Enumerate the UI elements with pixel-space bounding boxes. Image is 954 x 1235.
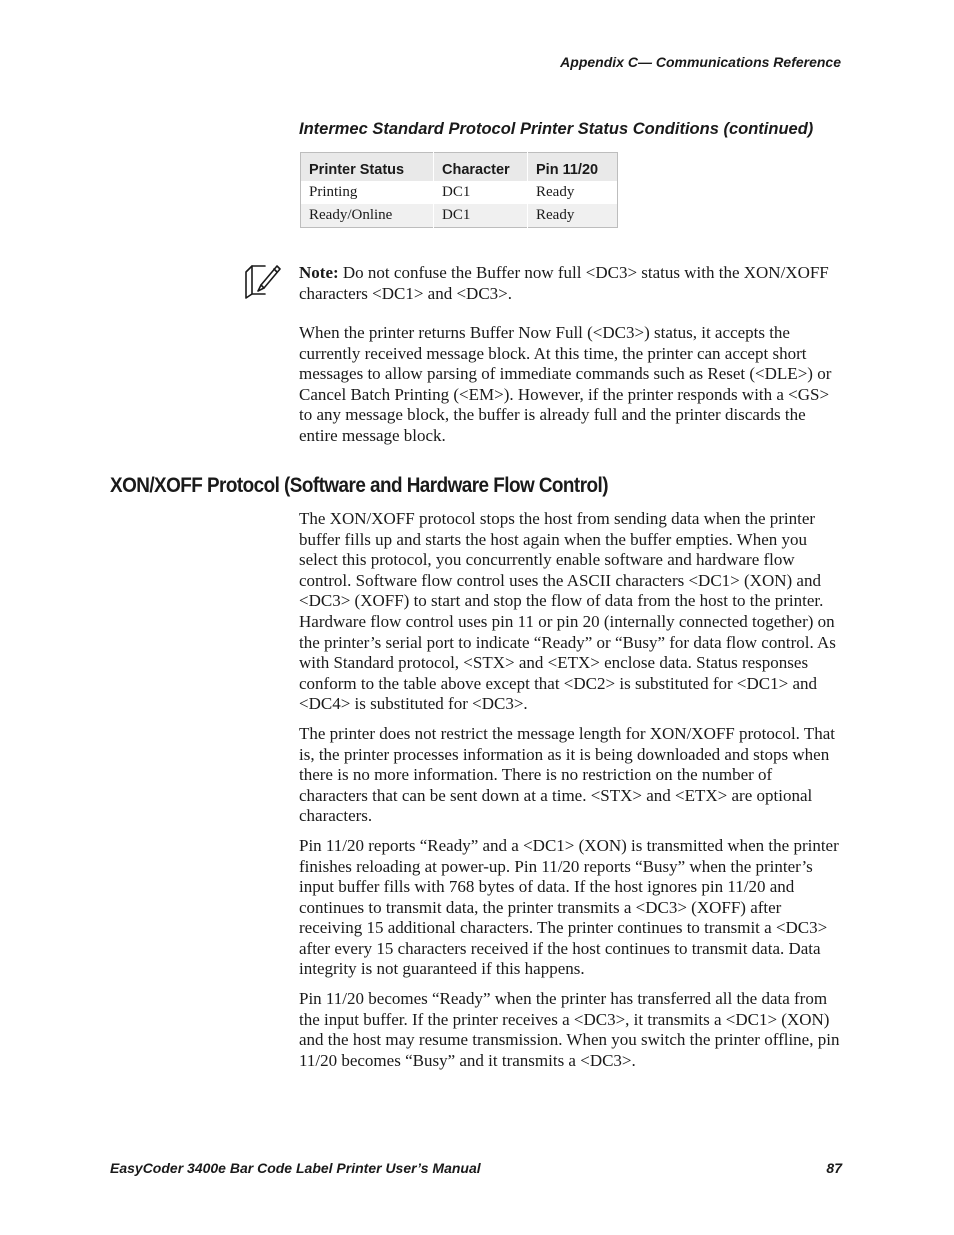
- table-row: [301, 181, 618, 204]
- table-row: [301, 204, 618, 228]
- note-label: Note:: [299, 263, 339, 282]
- table-cell: Ready: [528, 204, 618, 228]
- table-cell: Printing: [309, 184, 358, 200]
- column-header-character: Character: [434, 153, 528, 182]
- section-heading: XON/XOFF Protocol (Software and Hardware Flow Control): [110, 474, 608, 497]
- footer-manual-title: EasyCoder 3400e Bar Code Label Printer User’s Manual: [110, 1160, 481, 1176]
- section-body: [299, 509, 844, 1080]
- running-header: Appendix C— Communications Reference: [560, 54, 841, 70]
- table-cell: DC1: [434, 181, 528, 204]
- table-cell: Ready: [528, 181, 618, 204]
- paragraph: The printer does not restrict the message length for XON/XOFF protocol. That is, the printer processes information as it is being downloaded and stops when there is no more information. There is no restriction on the number of characters that can be sent down at a time. <STX> and <ETX> are optional characters.: [299, 723, 836, 826]
- table-cell: DC1: [434, 204, 528, 228]
- buffer-paragraph-block: [299, 323, 844, 456]
- paragraph: The XON/XOFF protocol stops the host from sending data when the printer buffer fills up and starts the host again when the buffer empties. When you select this protocol, you concurrently enable software and hardware flow control. Software flow control uses the ASCII characters <DC1> (XON) and <DC3> (XOFF) to start and stop the flow of data from the host to the printer. Hardware flow control uses pin 11 or pin 20 (internally connected together) on the printer’s serial port to indicate “Ready” or “Busy” for data flow control. As with Standard protocol, <STX> and <ETX> enclose data. Status responses conform to the table above except that <DC2> is substituted for <DC1> and <DC4> is substituted for <DC3>.: [299, 509, 836, 714]
- note-pencil-icon: [243, 262, 281, 300]
- printer-status-table: [300, 152, 618, 228]
- page-number: 87: [826, 1160, 842, 1176]
- table-header-row: [301, 153, 618, 182]
- paragraph: When the printer returns Buffer Now Full (<DC3>) status, it accepts the currently received message block. At this time, the printer can accept short messages to allow parsing of immediate commands such as Reset (<DLE>) or Cancel Batch Printing (<EM>). However, if the printer responds with a <GS> to any message block, the buffer is already full and the printer discards the entire message block.: [299, 323, 832, 445]
- table-cell: Ready/Online: [301, 204, 434, 228]
- paragraph: Pin 11/20 reports “Ready” and a <DC1> (XON) is transmitted when the printer finishes reloading at power-up. Pin 11/20 reports “Busy” when the printer’s input buffer fills with 768 bytes of data. If the host ignores pin 11/20 and continues to transmit data, the printer transmits a <DC3> (XOFF) after receiving 15 additional characters. The printer continues to transmit a <DC3> after every 15 characters received if the host continues to transmit data. Data integrity is not guaranteed if this happens.: [299, 835, 839, 979]
- column-header-printer-status: Printer Status: [301, 153, 434, 182]
- note-block: [299, 263, 844, 313]
- paragraph: Pin 11/20 becomes “Ready” when the printer has transferred all the data from the input buffer. If the printer receives a <DC3>, it transmits a <DC1> (XON) and the host may resume transmission. When you switch the printer offline, pin 11/20 becomes “Busy” and it transmits a <DC3>.: [299, 989, 840, 1070]
- table-title: Intermec Standard Protocol Printer Status Conditions (continued): [299, 120, 814, 138]
- note-text: Do not confuse the Buffer now full <DC3> status with the XON/XOFF characters <DC1> and <DC3>.: [299, 263, 829, 303]
- column-header-pin: Pin 11/20: [528, 153, 618, 182]
